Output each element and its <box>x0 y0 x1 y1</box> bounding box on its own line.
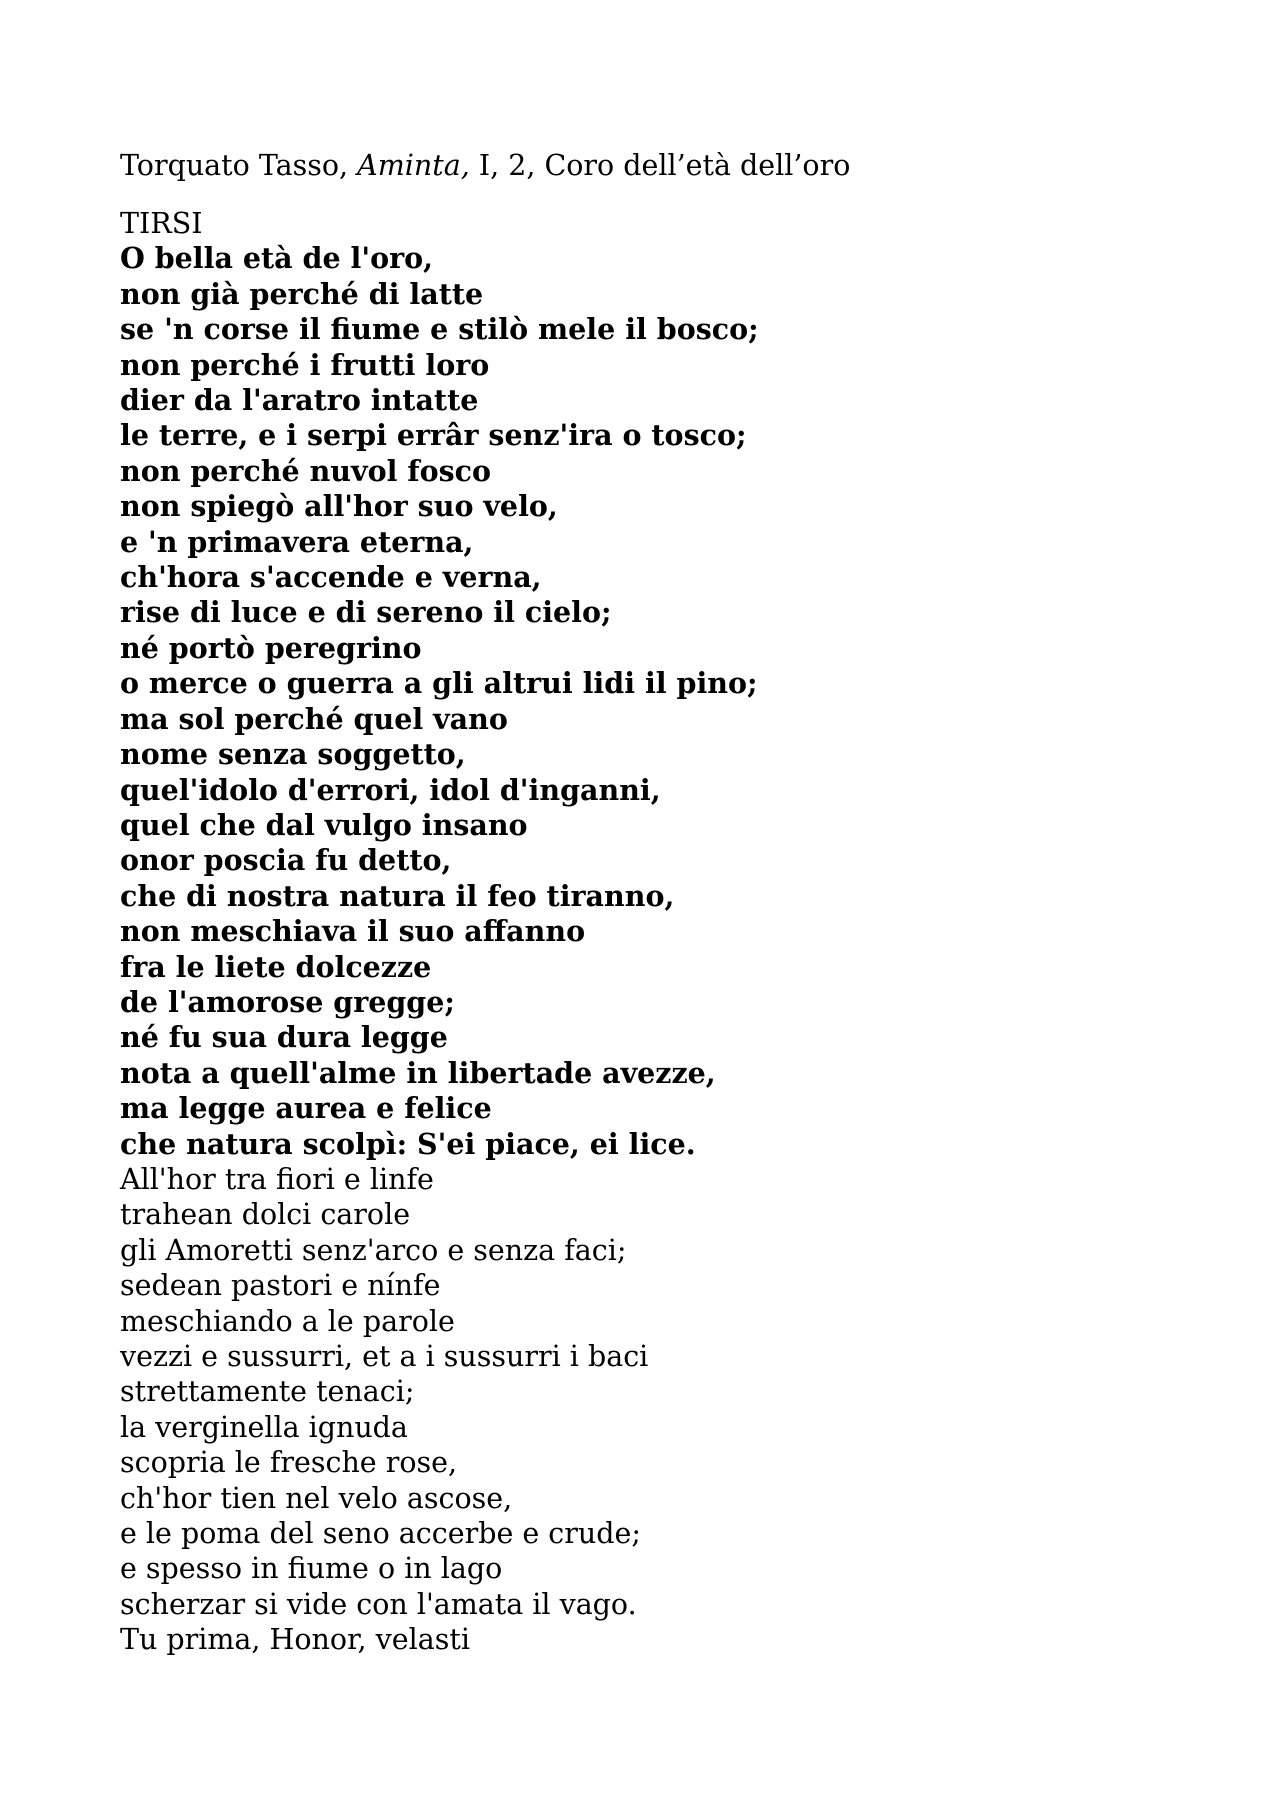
heading-work-title: Aminta, <box>357 149 470 182</box>
verse-line: e spesso in fiume o in lago <box>120 1552 503 1586</box>
verse-line: Tu prima, Honor, velasti <box>120 1623 470 1657</box>
verse-line: non perché nuvol fosco <box>120 453 492 488</box>
verse-line: le terre, e i serpi errâr senz'ira o tosco; <box>120 418 747 453</box>
verse-line: sedean pastori e nínfe <box>120 1269 441 1303</box>
verse-line: ma legge aurea e felice <box>120 1091 492 1126</box>
verse-line: non meschiava il suo affanno <box>120 914 586 949</box>
heading-author: Torquato Tasso, <box>120 149 358 182</box>
verse-line: quel che dal vulgo insano <box>120 807 528 842</box>
regular-stanza <box>120 1162 1200 1658</box>
verse-line: ch'hor tien nel velo ascose, <box>120 1481 513 1515</box>
verse-line: vezzi e sussurri, et a i sussurri i baci <box>120 1340 649 1373</box>
verse-line: fra le liete dolcezze <box>120 949 432 984</box>
verse-line: e 'n primavera eterna, <box>120 524 474 559</box>
verse-line: ma sol perché quel vano <box>120 701 508 736</box>
verse-line: non già perché di latte <box>120 276 484 311</box>
heading-reference: I, 2, Coro dell’età dell’oro <box>469 149 851 182</box>
verse-line: de l'amorose gregge; <box>120 984 455 1019</box>
verse-line: O bella età de l'oro, <box>120 241 434 276</box>
speaker-name: TIRSI <box>120 207 203 240</box>
verse-line: la verginella ignuda <box>120 1410 408 1444</box>
verse-line: trahean dolci carole <box>120 1198 411 1232</box>
verse-line: meschiando a le parole <box>120 1304 455 1338</box>
bold-stanza <box>120 241 1200 1162</box>
verse-line: e le poma del seno accerbe e crude; <box>120 1517 641 1551</box>
verse-line: che di nostra natura il feo tiranno, <box>120 878 675 913</box>
verse-line: non spiegò all'hor suo velo, <box>120 489 558 524</box>
verse-line: rise di luce e di sereno il cielo; <box>120 595 612 630</box>
verse-line: onor poscia fu detto, <box>120 843 452 878</box>
verse-line: quel'idolo d'errori, idol d'inganni, <box>120 772 661 807</box>
document-page <box>120 146 1200 1658</box>
verse-line: All'hor tra fiori e linfe <box>120 1162 434 1196</box>
verse-line: né portò peregrino <box>120 630 422 665</box>
verse-line: scopria le fresche rose, <box>120 1446 458 1480</box>
verse-line: gli Amoretti senz'arco e senza faci; <box>120 1233 627 1267</box>
verse-line: ch'hora s'accende e verna, <box>120 560 542 595</box>
verse-line: non perché i frutti loro <box>120 347 490 382</box>
verse-line: o merce o guerra a gli altrui lidi il pino; <box>120 666 758 701</box>
verse-line: nota a quell'alme in libertade avezze, <box>120 1055 716 1090</box>
verse-line: se 'n corse il fiume e stilò mele il bosco; <box>120 312 759 347</box>
verse-line: che natura scolpì: S'ei piace, ei lice. <box>120 1126 696 1161</box>
verse-line: scherzar si vide con l'amata il vago. <box>120 1587 637 1621</box>
verse-line: né fu sua dura legge <box>120 1020 448 1055</box>
verse-line: nome senza soggetto, <box>120 737 466 772</box>
verse-line: strettamente tenaci; <box>120 1375 415 1409</box>
document-heading <box>120 146 1200 186</box>
verse-line: dier da l'aratro intatte <box>120 383 479 418</box>
